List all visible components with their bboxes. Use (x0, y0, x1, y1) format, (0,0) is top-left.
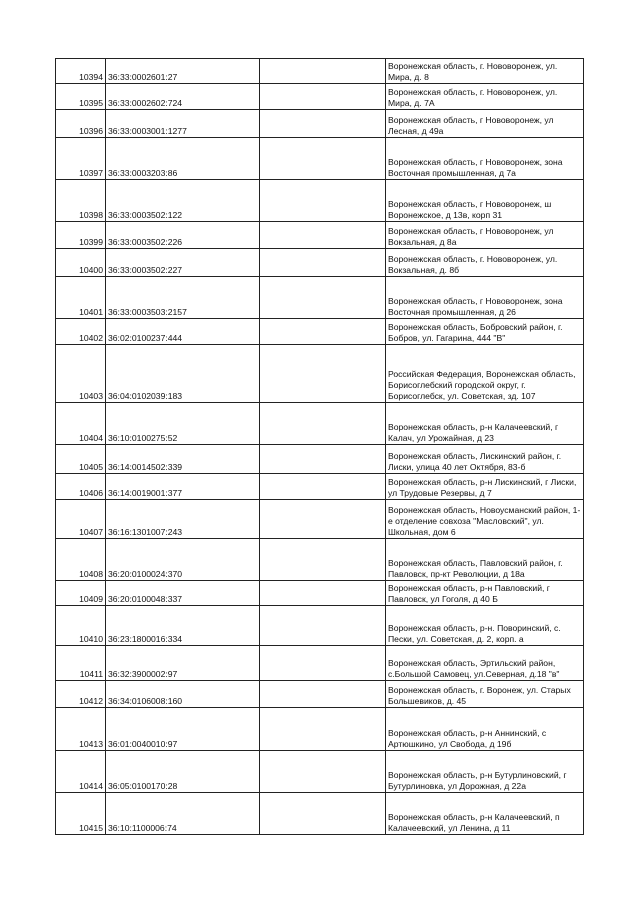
cadastral-number-cell: 36:10:0100275:52 (106, 403, 260, 445)
empty-cell (260, 581, 386, 606)
empty-cell (260, 59, 386, 84)
row-number-cell: 10401 (56, 277, 106, 319)
cadastral-number-cell: 36:23:1800016:334 (106, 606, 260, 646)
table-row (56, 138, 584, 180)
empty-cell (260, 319, 386, 345)
address-cell: Воронежская область, р-н. Поворинский, с. Пески, ул. Советская, д. 2, корп. а (386, 606, 584, 646)
address-cell: Воронежская область, р-н Калачеевский, г Калач, ул Урожайная, д 23 (386, 403, 584, 445)
address-cell: Воронежская область, р-н Аннинский, с Артюшкино, ул Свобода, д 19б (386, 708, 584, 751)
row-number-cell: 10407 (56, 500, 106, 539)
empty-cell (260, 277, 386, 319)
row-number-cell: 10396 (56, 110, 106, 138)
empty-cell (260, 793, 386, 835)
cadastral-number-cell: 36:05:0100170:28 (106, 751, 260, 793)
table-row (56, 474, 584, 500)
cadastral-number-cell: 36:14:0019001:377 (106, 474, 260, 500)
address-cell: Российская Федерация, Воронежская область, Борисоглебский городской округ, г. Борисоглебск, ул. Советская, зд. 107 (386, 345, 584, 403)
row-number-cell: 10404 (56, 403, 106, 445)
empty-cell (260, 445, 386, 474)
table-row (56, 793, 584, 835)
address-cell: Воронежская область, р-н Бутурлиновский, г Бутурлиновка, ул Дорожная, д 22а (386, 751, 584, 793)
empty-cell (260, 474, 386, 500)
row-number-cell: 10399 (56, 222, 106, 249)
empty-cell (260, 751, 386, 793)
row-number-cell: 10415 (56, 793, 106, 835)
cadastral-number-cell: 36:20:0100024:370 (106, 539, 260, 581)
empty-cell (260, 222, 386, 249)
address-cell: Воронежская область, г. Воронеж, ул. Старых Большевиков, д. 45 (386, 681, 584, 708)
address-cell: Воронежская область, г Нововоронеж, ул Вокзальная, д 8а (386, 222, 584, 249)
cadastral-number-cell: 36:33:0003502:122 (106, 180, 260, 222)
row-number-cell: 10414 (56, 751, 106, 793)
address-cell: Воронежская область, г. Нововоронеж, ул. Мира, д. 8 (386, 59, 584, 84)
table-row (56, 249, 584, 277)
empty-cell (260, 180, 386, 222)
empty-cell (260, 84, 386, 110)
table-row (56, 751, 584, 793)
table-row (56, 180, 584, 222)
row-number-cell: 10403 (56, 345, 106, 403)
cadastral-number-cell: 36:33:0003001:1277 (106, 110, 260, 138)
empty-cell (260, 681, 386, 708)
row-number-cell: 10394 (56, 59, 106, 84)
empty-cell (260, 138, 386, 180)
cadastral-number-cell: 36:33:0003502:226 (106, 222, 260, 249)
empty-cell (260, 646, 386, 681)
address-cell: Воронежская область, Бобровский район, г. Бобров, ул. Гагарина, 444 "В" (386, 319, 584, 345)
cadastral-number-cell: 36:02:0100237:444 (106, 319, 260, 345)
empty-cell (260, 539, 386, 581)
cadastral-number-cell: 36:33:0003502:227 (106, 249, 260, 277)
address-cell: Воронежская область, Лискинский район, г. Лиски, улица 40 лет Октября, 83-б (386, 445, 584, 474)
address-cell: Воронежская область, г Нововоронеж, зона Восточная промышленная, д 7а (386, 138, 584, 180)
cadastral-number-cell: 36:10:1100006:74 (106, 793, 260, 835)
table-row (56, 708, 584, 751)
empty-cell (260, 500, 386, 539)
empty-cell (260, 606, 386, 646)
row-number-cell: 10397 (56, 138, 106, 180)
row-number-cell: 10402 (56, 319, 106, 345)
row-number-cell: 10411 (56, 646, 106, 681)
address-cell: Воронежская область, г Нововоронеж, ул Лесная, д 49а (386, 110, 584, 138)
address-cell: Воронежская область, Павловский район, г. Павловск, пр-кт Революции, д 18а (386, 539, 584, 581)
registry-table (55, 58, 584, 835)
address-cell: Воронежская область, р-н Лискинский, г Лиски, ул Трудовые Резервы, д 7 (386, 474, 584, 500)
table-row (56, 319, 584, 345)
table-row (56, 277, 584, 319)
cadastral-number-cell: 36:32:3900002:97 (106, 646, 260, 681)
table-row (56, 403, 584, 445)
table-row (56, 539, 584, 581)
row-number-cell: 10410 (56, 606, 106, 646)
cadastral-number-cell: 36:14:0014502:339 (106, 445, 260, 474)
row-number-cell: 10395 (56, 84, 106, 110)
cadastral-number-cell: 36:16:1301007:243 (106, 500, 260, 539)
table-row (56, 500, 584, 539)
empty-cell (260, 708, 386, 751)
cadastral-number-cell: 36:34:0106008:160 (106, 681, 260, 708)
address-cell: Воронежская область, р-н Павловский, г Павловск, ул Гоголя, д 40 Б (386, 581, 584, 606)
row-number-cell: 10406 (56, 474, 106, 500)
address-cell: Воронежская область, г Нововоронеж, ш Воронежское, д 13в, корп 31 (386, 180, 584, 222)
row-number-cell: 10398 (56, 180, 106, 222)
registry-table-body (56, 59, 584, 835)
table-row (56, 59, 584, 84)
cadastral-number-cell: 36:33:0003203:86 (106, 138, 260, 180)
row-number-cell: 10413 (56, 708, 106, 751)
row-number-cell: 10408 (56, 539, 106, 581)
table-row (56, 345, 584, 403)
address-cell: Воронежская область, Эртильский район, с.Большой Самовец, ул.Северная, д.18 "в" (386, 646, 584, 681)
cadastral-number-cell: 36:01:0040010:97 (106, 708, 260, 751)
cadastral-number-cell: 36:33:0002602:724 (106, 84, 260, 110)
cadastral-number-cell: 36:20:0100048:337 (106, 581, 260, 606)
empty-cell (260, 249, 386, 277)
table-row (56, 581, 584, 606)
cadastral-number-cell: 36:04:0102039:183 (106, 345, 260, 403)
cadastral-number-cell: 36:33:0002601:27 (106, 59, 260, 84)
row-number-cell: 10400 (56, 249, 106, 277)
table-row (56, 110, 584, 138)
cadastral-number-cell: 36:33:0003503:2157 (106, 277, 260, 319)
address-cell: Воронежская область, Новоусманский район, 1-е отделение совхоза "Масловский", ул. Школьная, дом 6 (386, 500, 584, 539)
address-cell: Воронежская область, г. Нововоронеж, ул. Мира, д. 7А (386, 84, 584, 110)
address-cell: Воронежская область, р-н Калачеевский, п Калачеевский, ул Ленина, д 11 (386, 793, 584, 835)
address-cell: Воронежская область, г Нововоронеж, зона Восточная промышленная, д 26 (386, 277, 584, 319)
empty-cell (260, 110, 386, 138)
row-number-cell: 10405 (56, 445, 106, 474)
address-cell: Воронежская область, г. Нововоронеж, ул. Вокзальная, д. 8б (386, 249, 584, 277)
table-row (56, 646, 584, 681)
table-row (56, 84, 584, 110)
row-number-cell: 10412 (56, 681, 106, 708)
row-number-cell: 10409 (56, 581, 106, 606)
empty-cell (260, 345, 386, 403)
table-row (56, 681, 584, 708)
table-row (56, 606, 584, 646)
table-row (56, 445, 584, 474)
empty-cell (260, 403, 386, 445)
table-row (56, 222, 584, 249)
